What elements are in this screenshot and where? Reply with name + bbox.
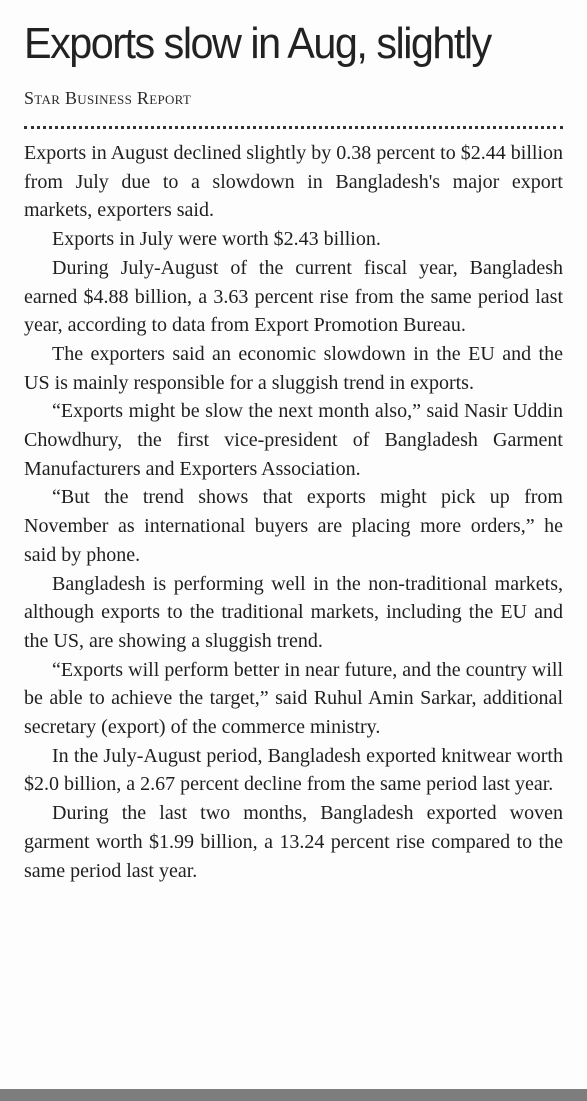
headline: Exports slow in Aug, slightly xyxy=(24,19,491,68)
paragraph: During July-August of the current fiscal year, Bangladesh earned $4.88 billion, a 3.63 percent rise from the same period last year, according to data from Export Promotion Bureau. xyxy=(24,256,563,337)
paragraph: “Exports will perform better in near future, and the country will be able to achieve the target,” said Ruhul Amin Sarkar, additional secretary (export) of the commerce ministry. xyxy=(24,658,563,739)
dotted-divider xyxy=(24,126,563,129)
paragraph: Exports in July were worth $2.43 billion. xyxy=(52,228,381,251)
paragraph: “Exports might be slow the next month also,” said Nasir Uddin Chowdhury, the first vice-president of Bangladesh Garment Manufacturers and Exporters Association. xyxy=(24,400,563,480)
paragraph: Exports in August declined slightly by 0.38 percent to $2.44 billion from July due to a slowdown in Bangladesh's major export markets, exporters said. xyxy=(24,142,563,222)
article-body xyxy=(24,139,563,885)
paragraph: The exporters said an economic slowdown in the EU and the US is mainly responsible for a sluggish trend in exports. xyxy=(24,342,563,394)
byline: Star Business Report xyxy=(24,88,192,108)
paragraph: Bangladesh is performing well in the non-traditional markets, although exports to the traditional markets, including the EU and the US, are showing a sluggish trend. xyxy=(24,572,563,652)
paragraph: During the last two months, Bangladesh exported woven garment worth $1.99 billion, a 13.24 percent rise compared to the same period last year. xyxy=(24,802,563,882)
page-edge-bar xyxy=(0,1089,587,1101)
paragraph: “But the trend shows that exports might pick up from November as international buyers are placing more orders,” he said by phone. xyxy=(24,486,563,566)
paragraph: In the July-August period, Bangladesh exported knitwear worth $2.0 billion, a 2.67 percent decline from the same period last year. xyxy=(24,744,563,796)
